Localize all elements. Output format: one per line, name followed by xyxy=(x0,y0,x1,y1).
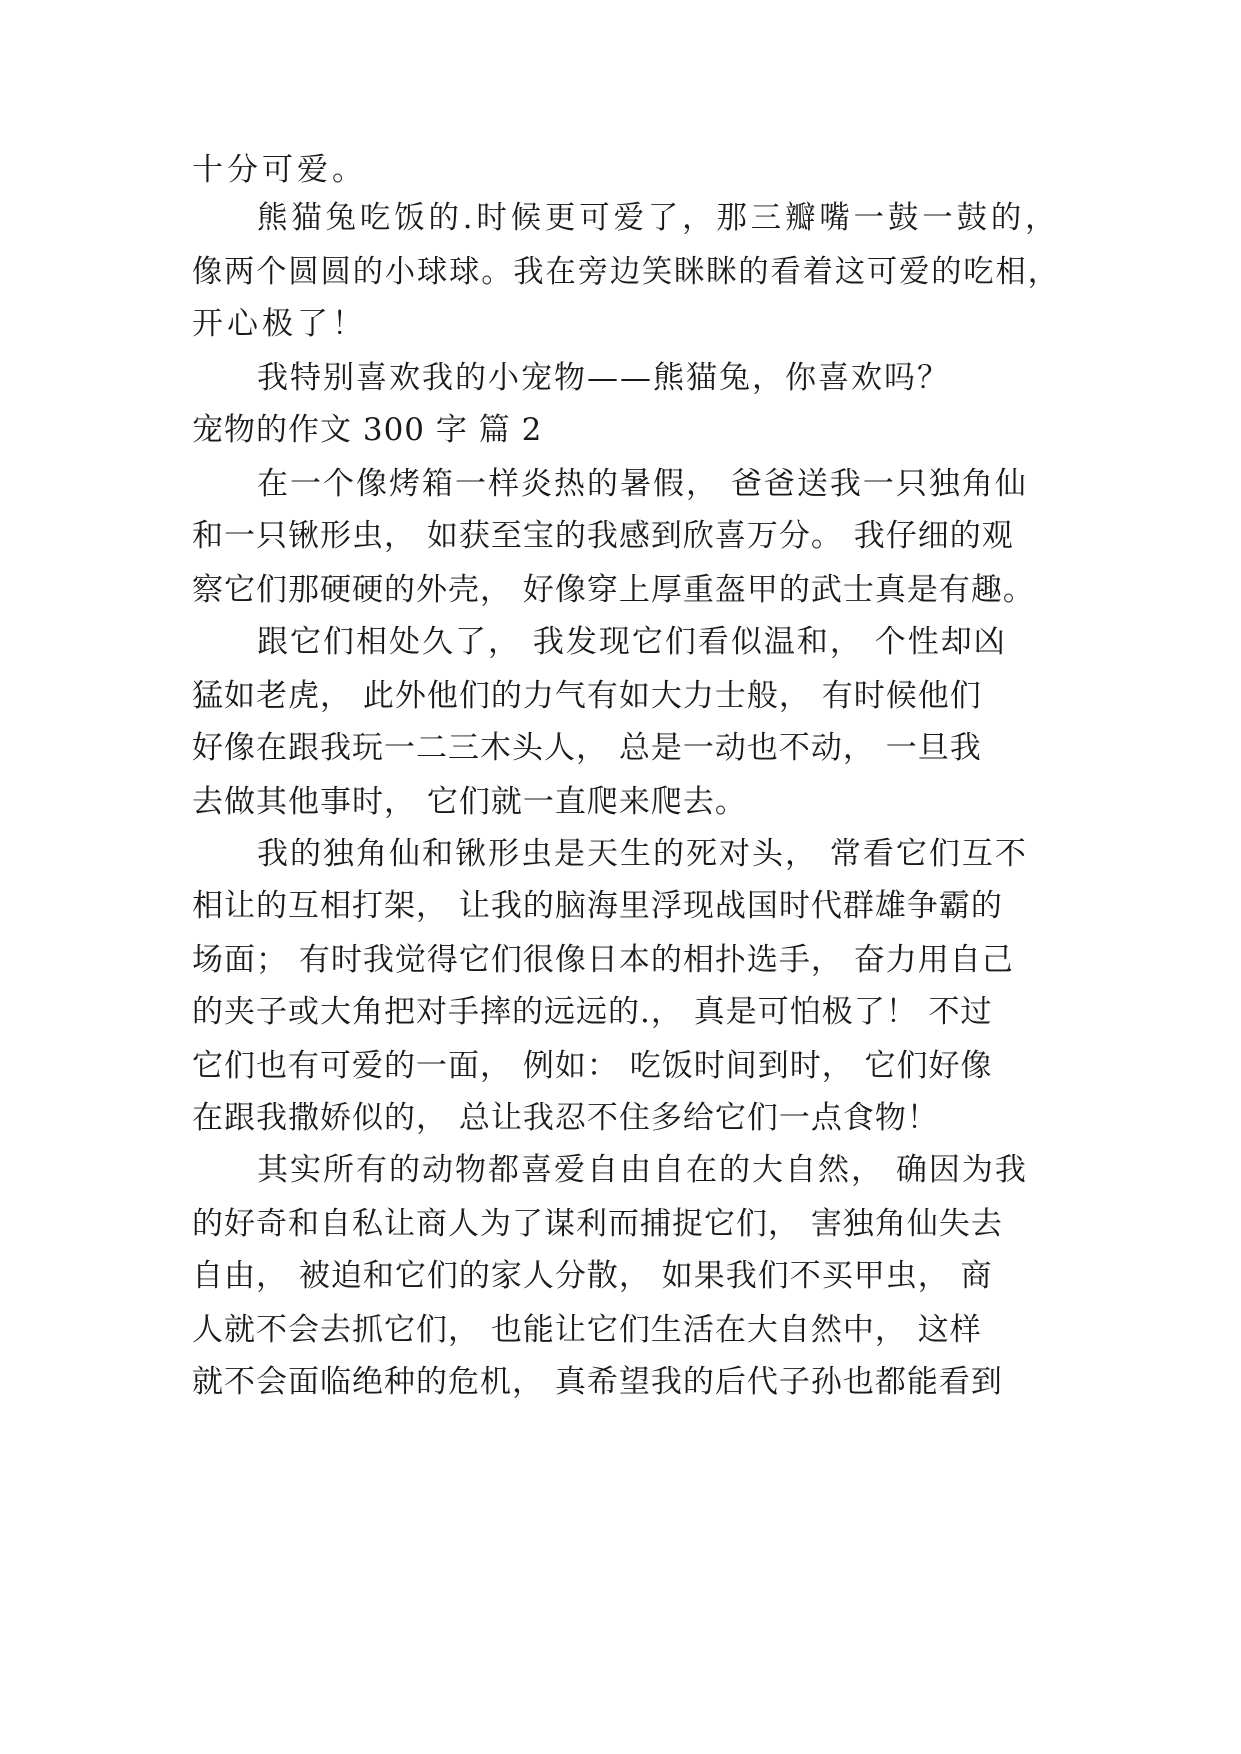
paragraph-first-line: 其实所有的动物都喜爱自由自在的大自然， 确因为我 xyxy=(257,1152,1028,1188)
paragraph-first-line: 我特别喜欢我的小宠物——熊猫兔，你喜欢吗？ xyxy=(257,360,950,396)
text-line: 的好奇和自私让商人为了谋利而捕捉它们， 害独角仙失去 xyxy=(192,1206,1003,1242)
text-line: 人就不会去抓它们， 也能让它们生活在大自然中， 这样 xyxy=(192,1312,982,1348)
text-line: 和一只锹形虫， 如获至宝的我感到欣喜万分。 我仔细的观 xyxy=(192,518,1014,554)
paragraph-first-line: 在一个像烤箱一样炎热的暑假， 爸爸送我一只独角仙 xyxy=(257,466,1028,502)
text-line: 的夹子或大角把对手摔的远远的.， 真是可怕极了！ 不过 xyxy=(192,994,993,1030)
text-line: 察它们那硬硬的外壳， 好像穿上厚重盔甲的武士真是有趣。 xyxy=(192,572,1035,608)
text-line: 好像在跟我玩一二三木头人， 总是一动也不动， 一旦我 xyxy=(192,730,982,766)
text-line: 自由， 被迫和它们的家人分散， 如果我们不买甲虫， 商 xyxy=(192,1258,993,1294)
paragraph-first-line: 熊猫兔吃饭的.时候更可爱了，那三瓣嘴一鼓一鼓的， xyxy=(257,200,1060,236)
text-line: 相让的互相打架， 让我的脑海里浮现战国时代群雄争霸的 xyxy=(192,888,1003,924)
text-line: 就不会面临绝种的危机， 真希望我的后代子孙也都能看到 xyxy=(192,1364,1003,1400)
text-line: 它们也有可爱的一面， 例如： 吃饭时间到时， 它们好像 xyxy=(192,1048,993,1084)
text-line: 场面； 有时我觉得它们很像日本的相扑选手， 奋力用自己 xyxy=(192,942,1014,978)
text-line: 猛如老虎， 此外他们的力气有如大力士般， 有时候他们 xyxy=(192,678,982,714)
paragraph-first-line: 我的独角仙和锹形虫是天生的死对头， 常看它们互不 xyxy=(257,836,1028,872)
paragraph-first-line: 跟它们相处久了， 我发现它们看似温和， 个性却凶 xyxy=(257,624,1007,660)
text-line: 开心极了！ xyxy=(192,306,367,342)
text-line: 去做其他事时， 它们就一直爬来爬去。 xyxy=(192,784,747,820)
section-heading: 宠物的作文 300 字 篇 2 xyxy=(192,412,543,448)
text-line: 像两个圆圆的小球球。我在旁边笑眯眯的看着这可爱的吃相， xyxy=(192,254,1060,290)
text-line: 十分可爱。 xyxy=(192,152,367,188)
text-line: 在跟我撒娇似的， 总让我忍不住多给它们一点食物！ xyxy=(192,1100,939,1136)
